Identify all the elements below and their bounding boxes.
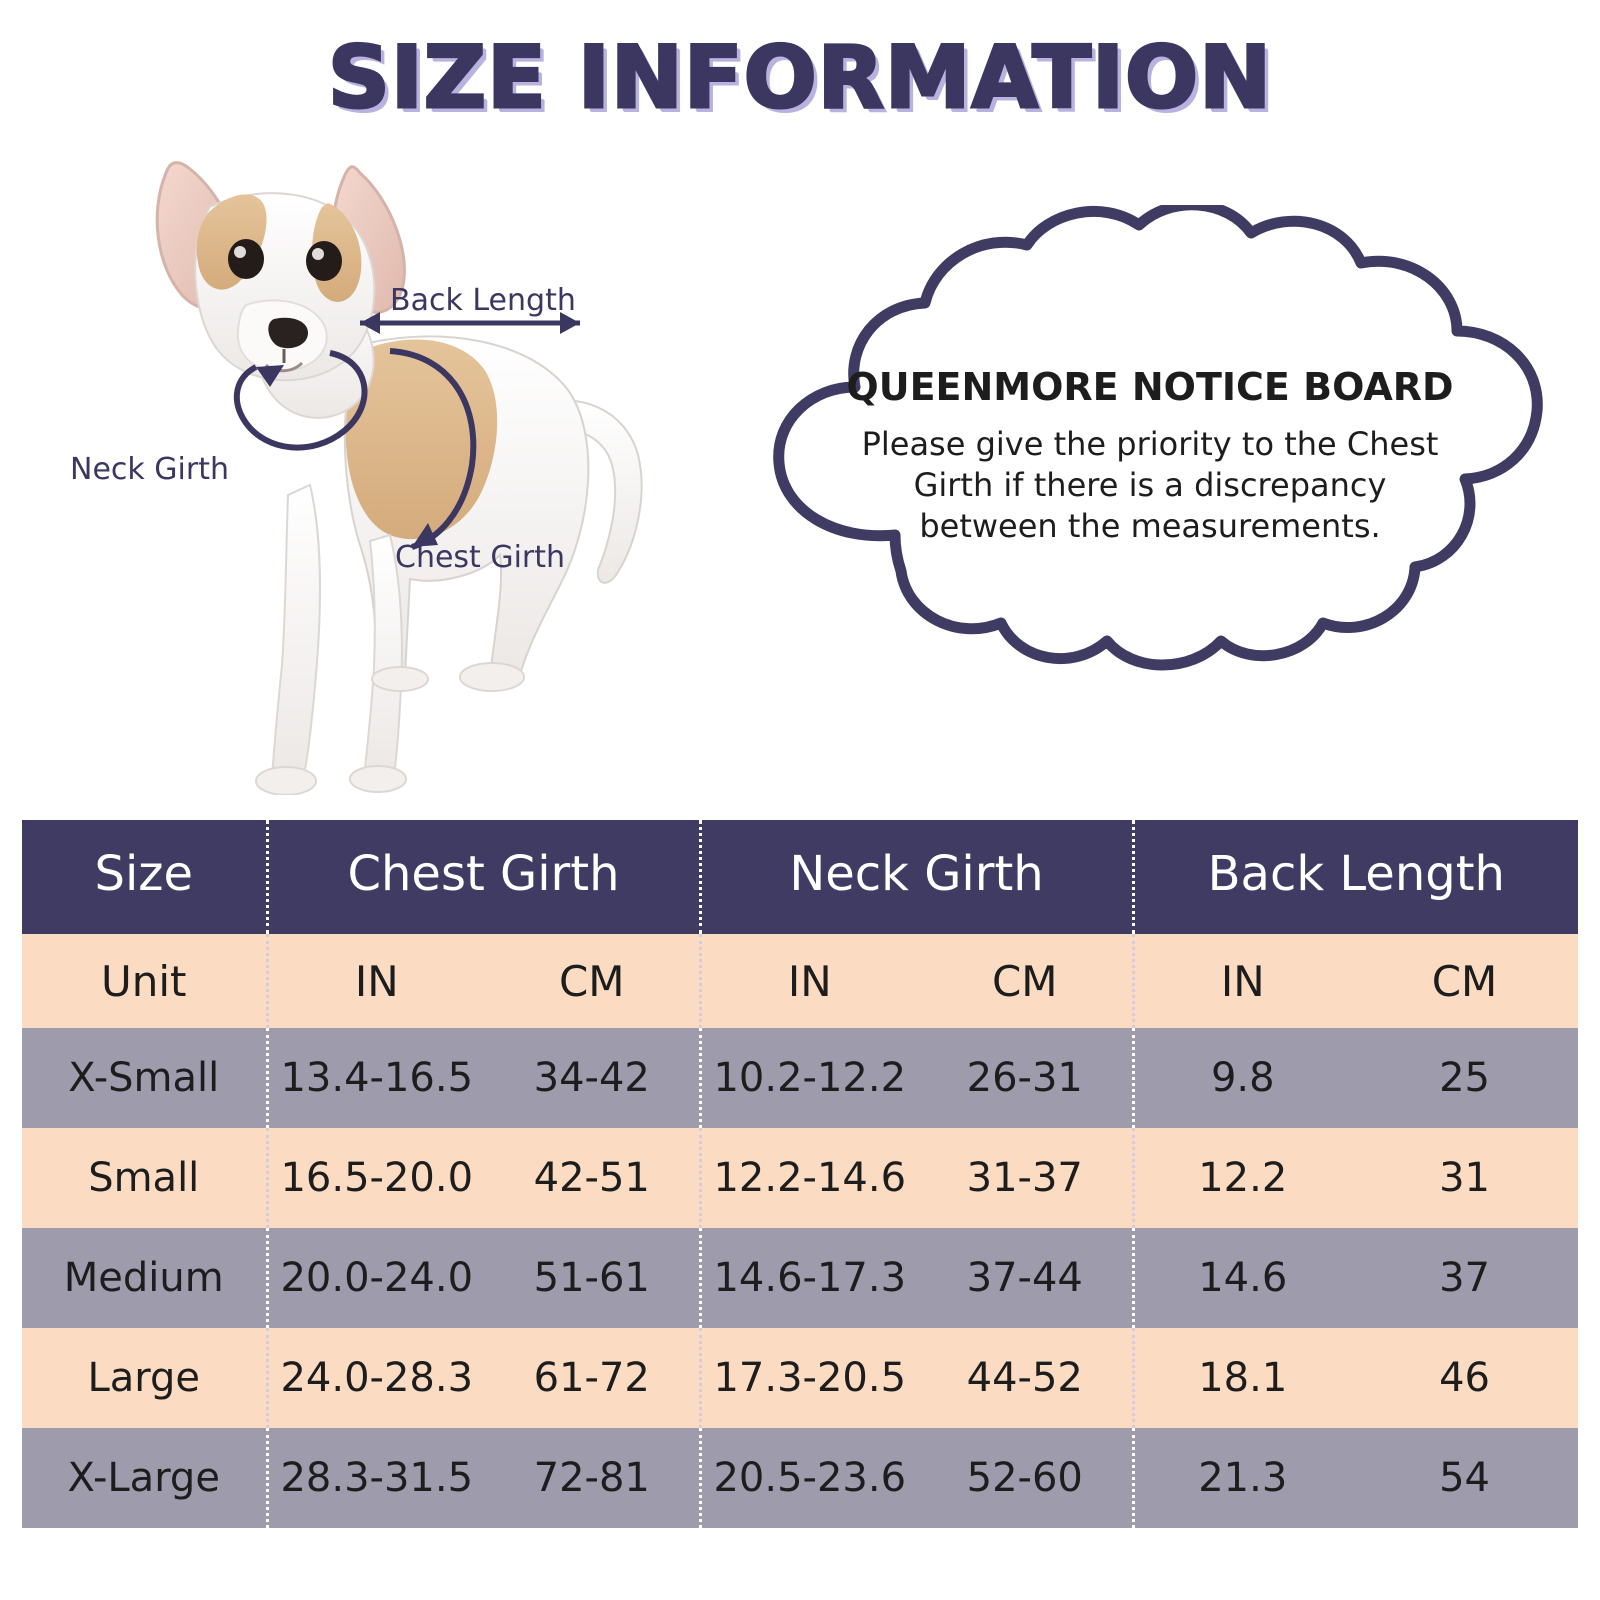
cell-neck-cm: 37-44	[918, 1228, 1133, 1328]
page-title: SIZE INFORMATION	[327, 28, 1273, 128]
header-chest-girth: Chest Girth	[267, 820, 700, 934]
cell-back-in: 14.6	[1133, 1228, 1351, 1328]
cell-back-cm: 25	[1351, 1028, 1578, 1128]
table-row	[22, 1028, 1578, 1128]
cell-neck-cm: 31-37	[918, 1128, 1133, 1228]
cell-chest-in: 28.3-31.5	[267, 1428, 485, 1528]
cell-unit-chest-cm: CM	[485, 934, 700, 1028]
cell-unit-back-cm: CM	[1351, 934, 1578, 1028]
table-row	[22, 1228, 1578, 1328]
cell-size: Small	[22, 1128, 267, 1228]
header-neck-girth: Neck Girth	[700, 820, 1133, 934]
cell-chest-cm: 34-42	[485, 1028, 700, 1128]
header-back-length: Back Length	[1133, 820, 1578, 934]
cell-size: X-Large	[22, 1428, 267, 1528]
notice-body: Please give the priority to the Chest Girth if there is a discrepancy between the measurements.	[861, 424, 1439, 545]
measurement-diagram	[60, 155, 740, 795]
cell-unit-chest-in: IN	[267, 934, 485, 1028]
table-row	[22, 1328, 1578, 1428]
cell-size: Large	[22, 1328, 267, 1428]
table-row-unit	[22, 934, 1578, 1028]
cell-unit-neck-in: IN	[700, 934, 918, 1028]
cell-neck-cm: 52-60	[918, 1428, 1133, 1528]
cell-back-in: 21.3	[1133, 1428, 1351, 1528]
cell-back-in: 12.2	[1133, 1128, 1351, 1228]
cell-chest-in: 24.0-28.3	[267, 1328, 485, 1428]
cell-size: Medium	[22, 1228, 267, 1328]
label-neck-girth: Neck Girth	[70, 452, 229, 487]
cell-chest-cm: 42-51	[485, 1128, 700, 1228]
label-back-length: Back Length	[390, 283, 576, 318]
size-table	[22, 820, 1578, 1528]
size-table-wrapper	[22, 820, 1578, 1528]
header-size: Size	[22, 820, 267, 934]
cell-neck-cm: 44-52	[918, 1328, 1133, 1428]
cell-neck-in: 20.5-23.6	[700, 1428, 918, 1528]
cell-chest-in: 16.5-20.0	[267, 1128, 485, 1228]
cell-back-in: 9.8	[1133, 1028, 1351, 1128]
cell-chest-in: 13.4-16.5	[267, 1028, 485, 1128]
cell-neck-in: 14.6-17.3	[700, 1228, 918, 1328]
cell-neck-in: 17.3-20.5	[700, 1328, 918, 1428]
table-row	[22, 1128, 1578, 1228]
cell-neck-cm: 26-31	[918, 1028, 1133, 1128]
cell-size: X-Small	[22, 1028, 267, 1128]
cell-back-cm: 54	[1351, 1428, 1578, 1528]
cell-unit-back-in: IN	[1133, 934, 1351, 1028]
cell-neck-in: 10.2-12.2	[700, 1028, 918, 1128]
cell-back-cm: 46	[1351, 1328, 1578, 1428]
cell-back-in: 18.1	[1133, 1328, 1351, 1428]
notice-board	[735, 205, 1565, 705]
cell-unit-label: Unit	[22, 934, 267, 1028]
label-chest-girth: Chest Girth	[395, 540, 566, 575]
table-header-row	[22, 820, 1578, 934]
cell-chest-cm: 72-81	[485, 1428, 700, 1528]
cell-chest-in: 20.0-24.0	[267, 1228, 485, 1328]
cell-unit-neck-cm: CM	[918, 934, 1133, 1028]
cell-chest-cm: 51-61	[485, 1228, 700, 1328]
cell-neck-in: 12.2-14.6	[700, 1128, 918, 1228]
table-row	[22, 1428, 1578, 1528]
cell-back-cm: 31	[1351, 1128, 1578, 1228]
cell-chest-cm: 61-72	[485, 1328, 700, 1428]
cell-back-cm: 37	[1351, 1228, 1578, 1328]
notice-title: QUEENMORE NOTICE BOARD	[846, 365, 1454, 409]
